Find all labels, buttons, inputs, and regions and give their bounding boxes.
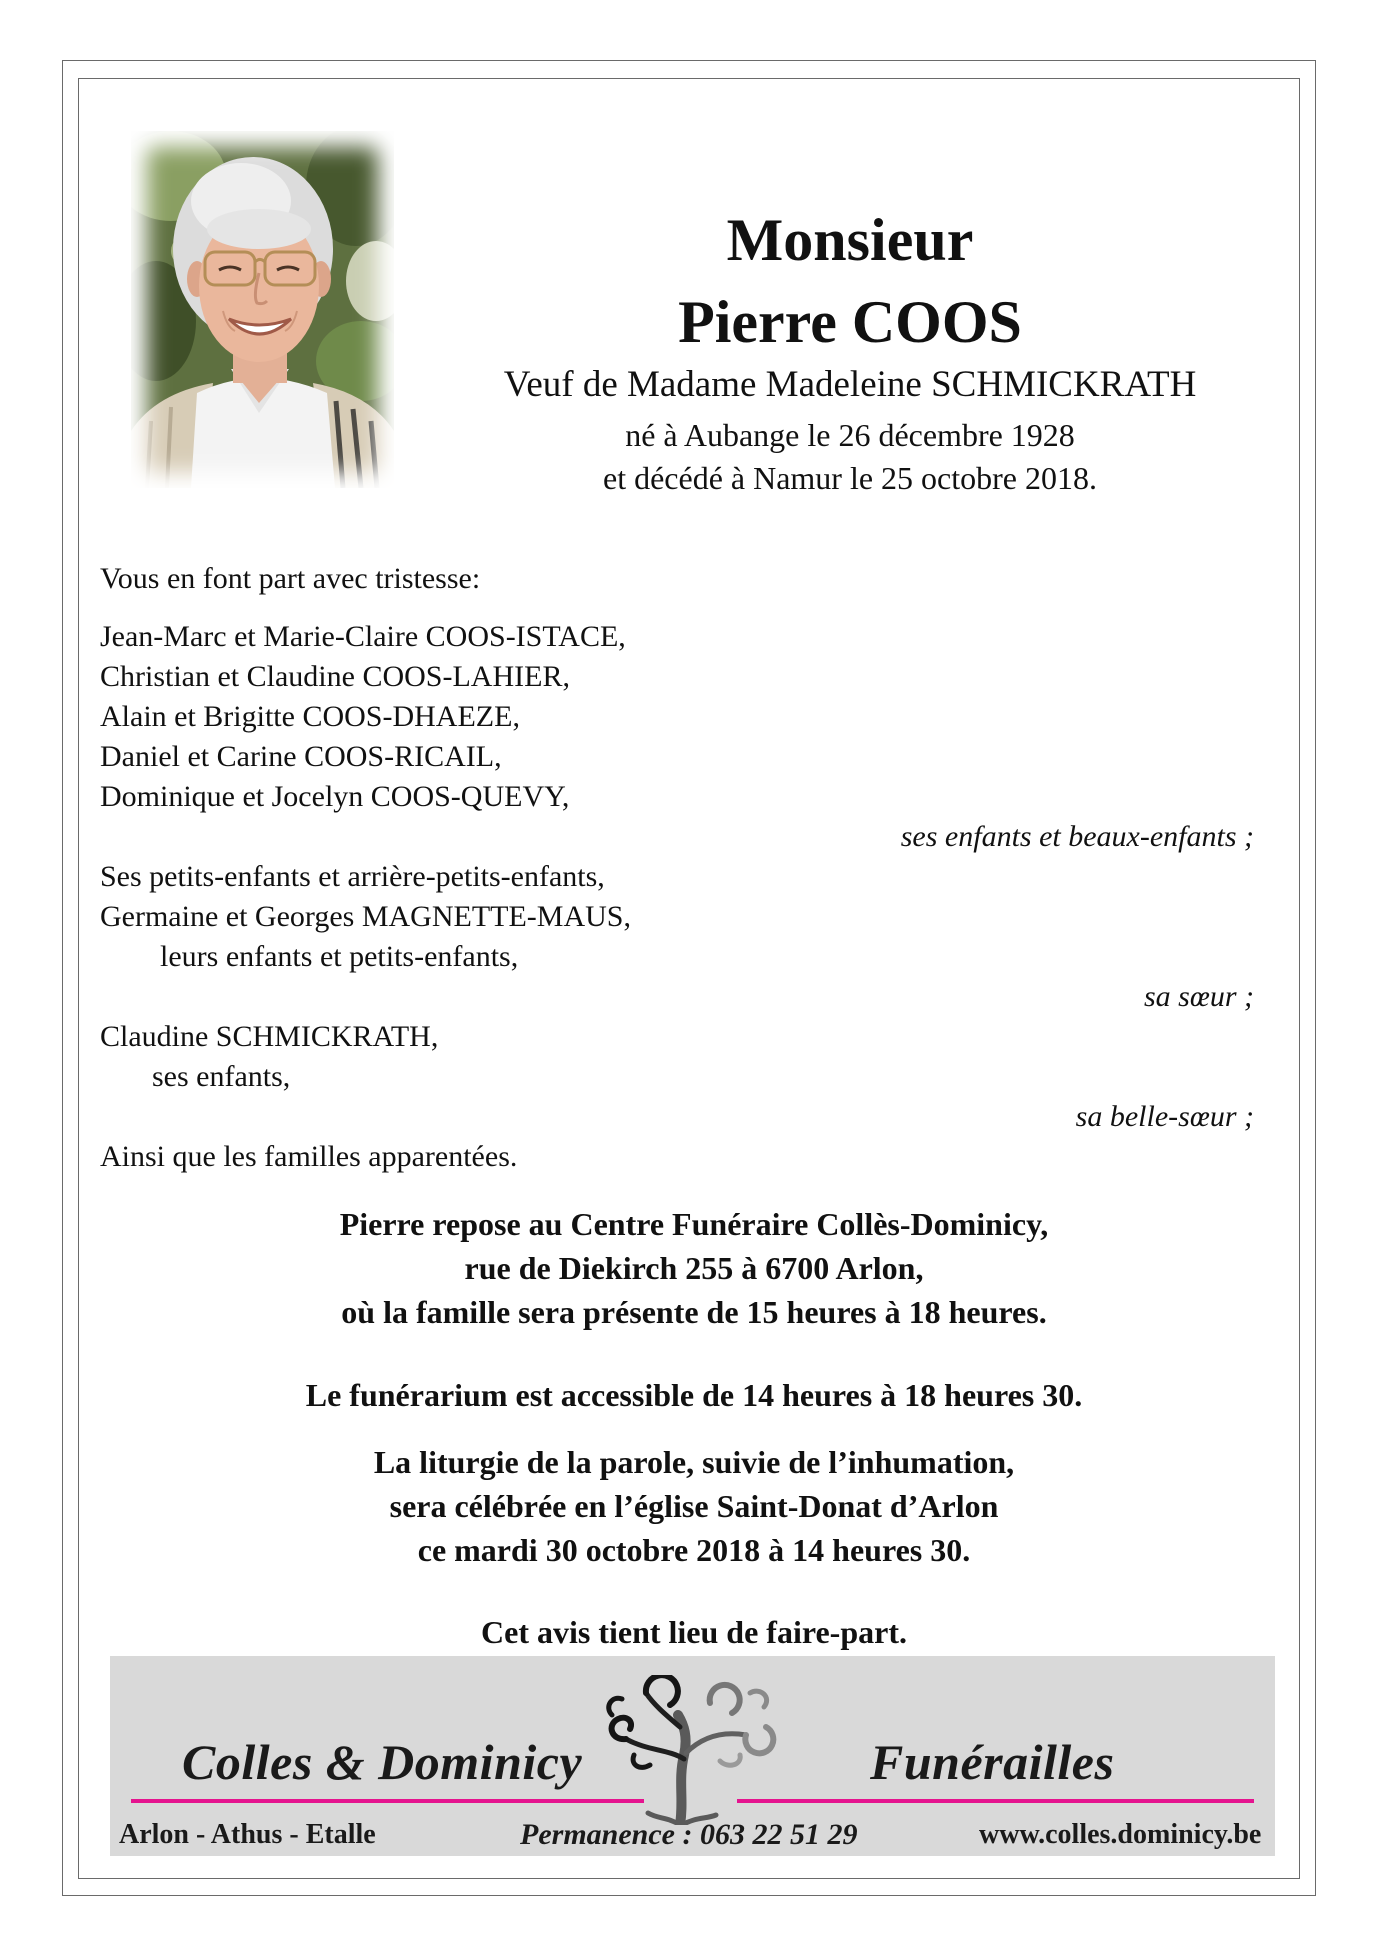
repose-details	[100, 1202, 1288, 1334]
sister-relation: sa sœur ;	[1143, 980, 1254, 1013]
list-item: ses enfants,	[152, 1060, 291, 1093]
permanence-phone: Permanence : 063 22 51 29	[520, 1818, 858, 1851]
ceremony-line: La liturgie de la parole, suivie de l’inhumation,	[373, 1444, 1015, 1480]
ceremony-details	[100, 1440, 1288, 1572]
list-item: Germaine et Georges MAGNETTE-MAUS,	[100, 900, 631, 933]
repose-line: où la famille sera présente de 15 heures à 18 heures.	[341, 1294, 1047, 1330]
website-address: www.colles.dominicy.be	[979, 1819, 1262, 1850]
branch-locations: Arlon - Athus - Etalle	[119, 1819, 376, 1850]
accent-rule-right	[737, 1799, 1254, 1803]
visiting-hours	[100, 1373, 1288, 1417]
spouse-line: Veuf de Madame Madeleine SCHMICKRATH	[503, 364, 1197, 405]
mourners-list	[100, 617, 1254, 1177]
repose-line: rue de Diekirch 255 à 6700 Arlon,	[464, 1250, 924, 1286]
ceremony-line: sera célébrée en l’église Saint-Donat d’Arlon	[389, 1488, 999, 1524]
repose-line: Pierre repose au Centre Funéraire Collès-Dominicy,	[339, 1206, 1049, 1242]
mourners-closing: Ainsi que les familles apparentées.	[100, 1140, 518, 1173]
ceremony-line: ce mardi 30 octobre 2018 à 14 heures 30.	[417, 1532, 971, 1568]
list-item: Daniel et Carine COOS-RICAIL,	[100, 740, 502, 773]
list-item: Ses petits-enfants et arrière-petits-enfants,	[100, 860, 605, 893]
brand-service: Funérailles	[870, 1734, 1115, 1790]
deceased-honorific: Monsieur	[726, 207, 974, 273]
notice-note-line: Cet avis tient lieu de faire-part.	[481, 1614, 907, 1650]
footer-banner	[110, 1656, 1275, 1856]
notice-note	[100, 1610, 1288, 1654]
birth-line: né à Aubange le 26 décembre 1928	[625, 417, 1075, 453]
list-item: Christian et Claudine COOS-LAHIER,	[100, 660, 570, 693]
portrait-photo	[131, 131, 394, 488]
accent-rule-left	[131, 1799, 644, 1803]
brand-name: Colles & Dominicy	[182, 1734, 583, 1790]
visiting-hours-line: Le funérarium est accessible de 14 heures à 18 heures 30.	[305, 1377, 1083, 1413]
death-line: et décédé à Namur le 25 octobre 2018.	[602, 460, 1097, 496]
list-item: Alain et Brigitte COOS-DHAEZE,	[100, 700, 520, 733]
deceased-name: Pierre COOS	[678, 289, 1022, 355]
sister-in-law-relation: sa belle-sœur ;	[1075, 1100, 1254, 1133]
list-item: Claudine SCHMICKRATH,	[100, 1020, 439, 1053]
list-item: Dominique et Jocelyn COOS-QUEVY,	[100, 780, 570, 813]
list-item: Jean-Marc et Marie-Claire COOS-ISTACE,	[100, 620, 626, 653]
mourners-intro: Vous en font part avec tristesse:	[100, 562, 481, 595]
list-item: leurs enfants et petits-enfants,	[160, 940, 519, 973]
children-relation: ses enfants et beaux-enfants ;	[900, 820, 1254, 853]
